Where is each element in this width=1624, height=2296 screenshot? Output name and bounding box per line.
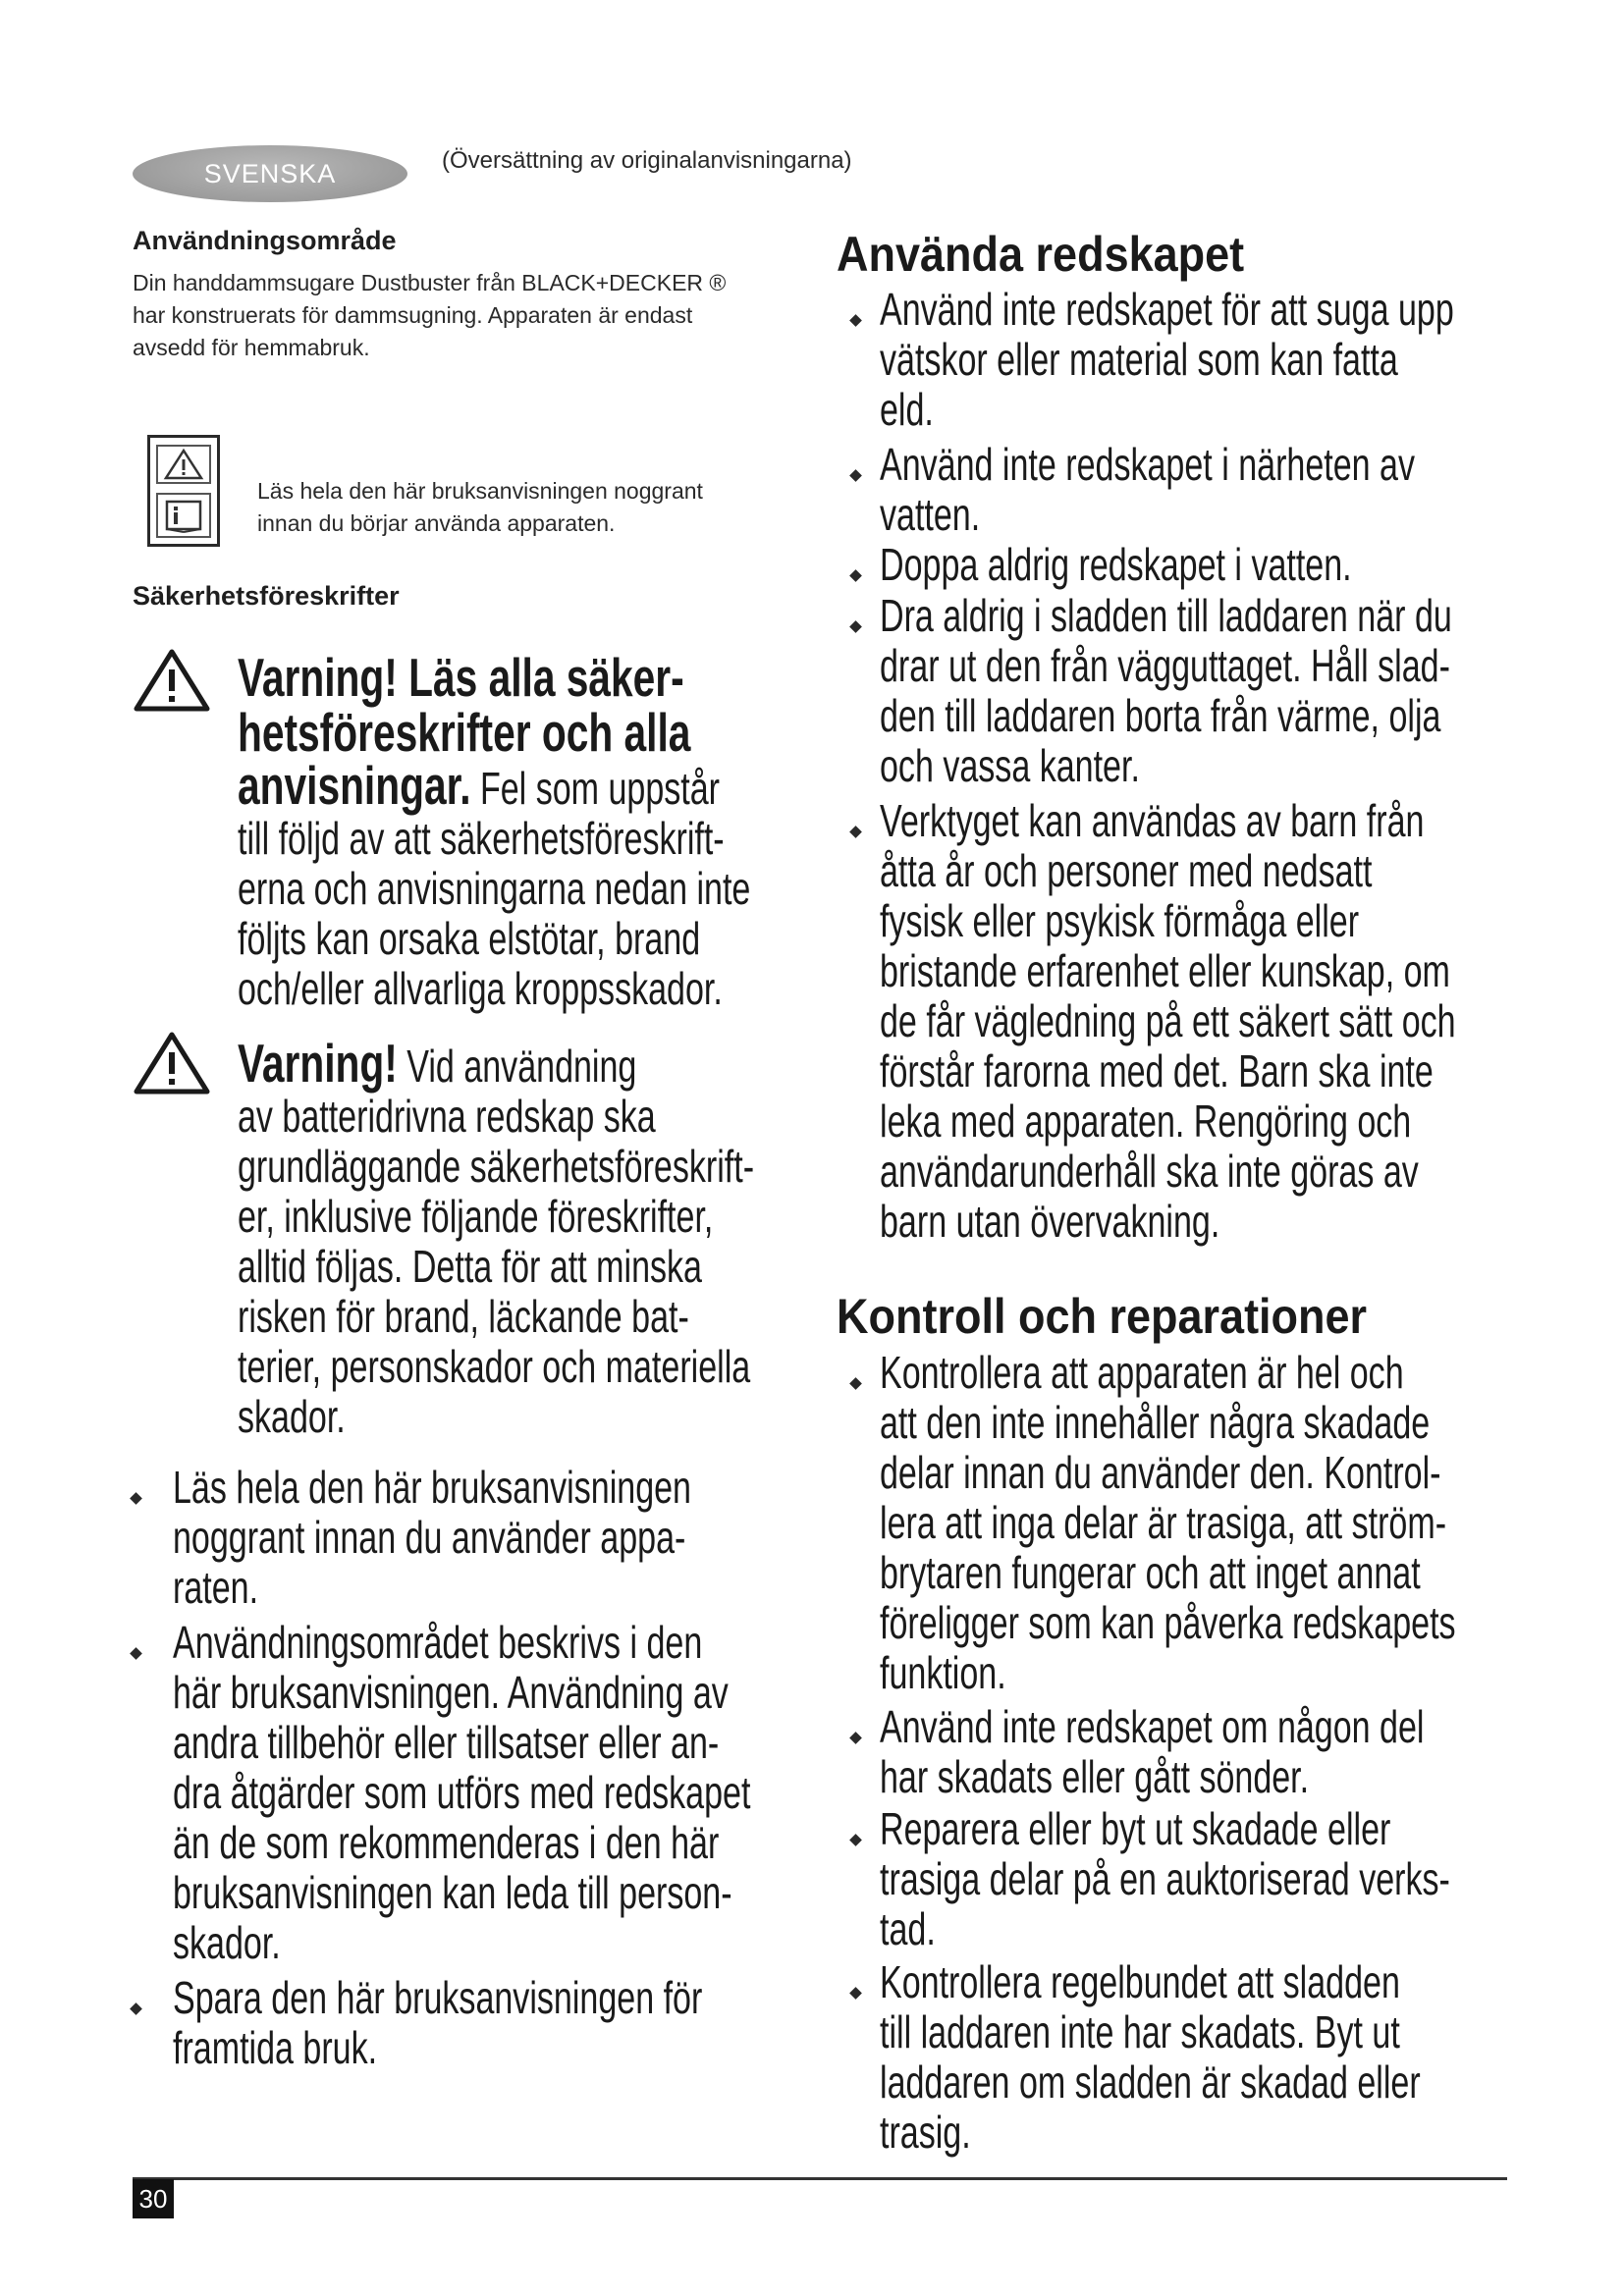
translation-note: (Översättning av originalanvisningarna) — [442, 147, 852, 174]
bullet-icon — [849, 1732, 862, 1744]
bullet-icon — [849, 469, 862, 482]
safety-bullet-1: Läs hela den här bruksanvisningen noggrant innan du använder appa- raten. — [173, 1462, 691, 1613]
intended-use-heading: Användningsområde — [133, 226, 397, 255]
bullet-icon — [849, 569, 862, 582]
bullet-icon — [849, 1834, 862, 1846]
using-bullet-4: Dra aldrig i sladden till laddaren när du drar ut den från vägguttaget. Håll slad- den till laddaren borta från värme, olja och vassa kanter. — [880, 590, 1452, 791]
page-number: 30 — [133, 2179, 174, 2218]
inspection-bullet-2: Använd inte redskapet om någon del har skadats eller gått sönder. — [880, 1701, 1425, 1802]
bullet-icon — [130, 1492, 142, 1505]
bullet-icon — [130, 1647, 142, 1660]
read-manual-icon — [147, 435, 220, 547]
warning-2-text: Varning! Vid användning av batteridrivna redskap ska grundläggande säkerhetsföreskrift- er, inklusive följande föreskrifter, alltid följas. Detta för att minska risken för brand, läckande bat- terier, personskador och materiella skador. — [238, 1033, 755, 1442]
using-bullet-3: Doppa aldrig redskapet i vatten. — [880, 539, 1352, 590]
using-bullet-5: Verktyget kan användas av barn från åtta år och personer med nedsatt fysisk eller psykisk förmåga eller bristande erfarenhet eller kunskap, om de får vägledning på ett säkert sätt och förstår farorna med det. Barn ska inte leka med apparaten. Rengöring och användarunderhåll ska inte göras av barn utan övervakning. — [880, 795, 1456, 1247]
bullet-icon — [849, 1987, 862, 2000]
warning-1-text: hetsföreskrifter och alla anvisningar. Fel som uppstår till följd av att säkerhetsföreskrift- erna och anvisningarna nedan inte följts kan orsaka elstötar, brand och/eller allvarliga kroppsskador. — [238, 702, 751, 1014]
bullet-icon — [849, 826, 862, 838]
using-tool-heading: Använda redskapet — [837, 227, 1245, 282]
inspection-bullet-4: Kontrollera regelbundet att sladden till laddaren inte har skadats. Byt ut laddaren om sladden är skadad eller trasig. — [880, 1956, 1421, 2158]
bullet-icon — [849, 620, 862, 633]
bullet-icon — [849, 314, 862, 327]
bullet-icon — [130, 2002, 142, 2015]
warning-1-title: Varning! Läs alla säker- — [238, 647, 684, 708]
inspection-bullet-1: Kontrollera att apparaten är hel och att den inte innehåller några skadade delar innan du använder den. Kontrol- lera att inga delar är trasiga, att ström- brytaren fungerar och att inget annat föreligger som kan påverka redskapets funktion. — [880, 1347, 1456, 1698]
safety-heading: Säkerhetsföreskrifter — [133, 581, 400, 611]
read-manual-text: Läs hela den här bruksanvisningen noggrant innan du börjar använda apparaten. — [257, 478, 703, 536]
warning-icon — [133, 648, 211, 713]
inspection-bullet-3: Reparera eller byt ut skadade eller trasiga delar på en auktoriserad verks- tad. — [880, 1803, 1450, 1954]
bullet-icon — [849, 1377, 862, 1390]
warning-icon — [133, 1031, 211, 1095]
intended-use-text: Din handdammsugare Dustbuster från BLACK+DECKER ® har konstruerats för dammsugning. Apparaten är endast avsedd för hemmabruk. — [133, 270, 727, 360]
inspection-heading: Kontroll och reparationer — [837, 1289, 1368, 1344]
language-badge: SVENSKA — [133, 145, 407, 202]
safety-bullet-2: Användningsområdet beskrivs i den här bruksanvisningen. Användning av andra tillbehör eller tillsatser eller an- dra åtgärder som utförs med redskapet än de som rekommenderas i den här bruksanvisningen kan leda till person- skador. — [173, 1617, 751, 1968]
footer-divider — [133, 2177, 1507, 2180]
safety-bullet-3: Spara den här bruksanvisningen för framtida bruk. — [173, 1972, 703, 2073]
using-bullet-2: Använd inte redskapet i närheten av vatten. — [880, 439, 1416, 540]
using-bullet-1: Använd inte redskapet för att suga upp vätskor eller material som kan fatta eld. — [880, 284, 1454, 435]
